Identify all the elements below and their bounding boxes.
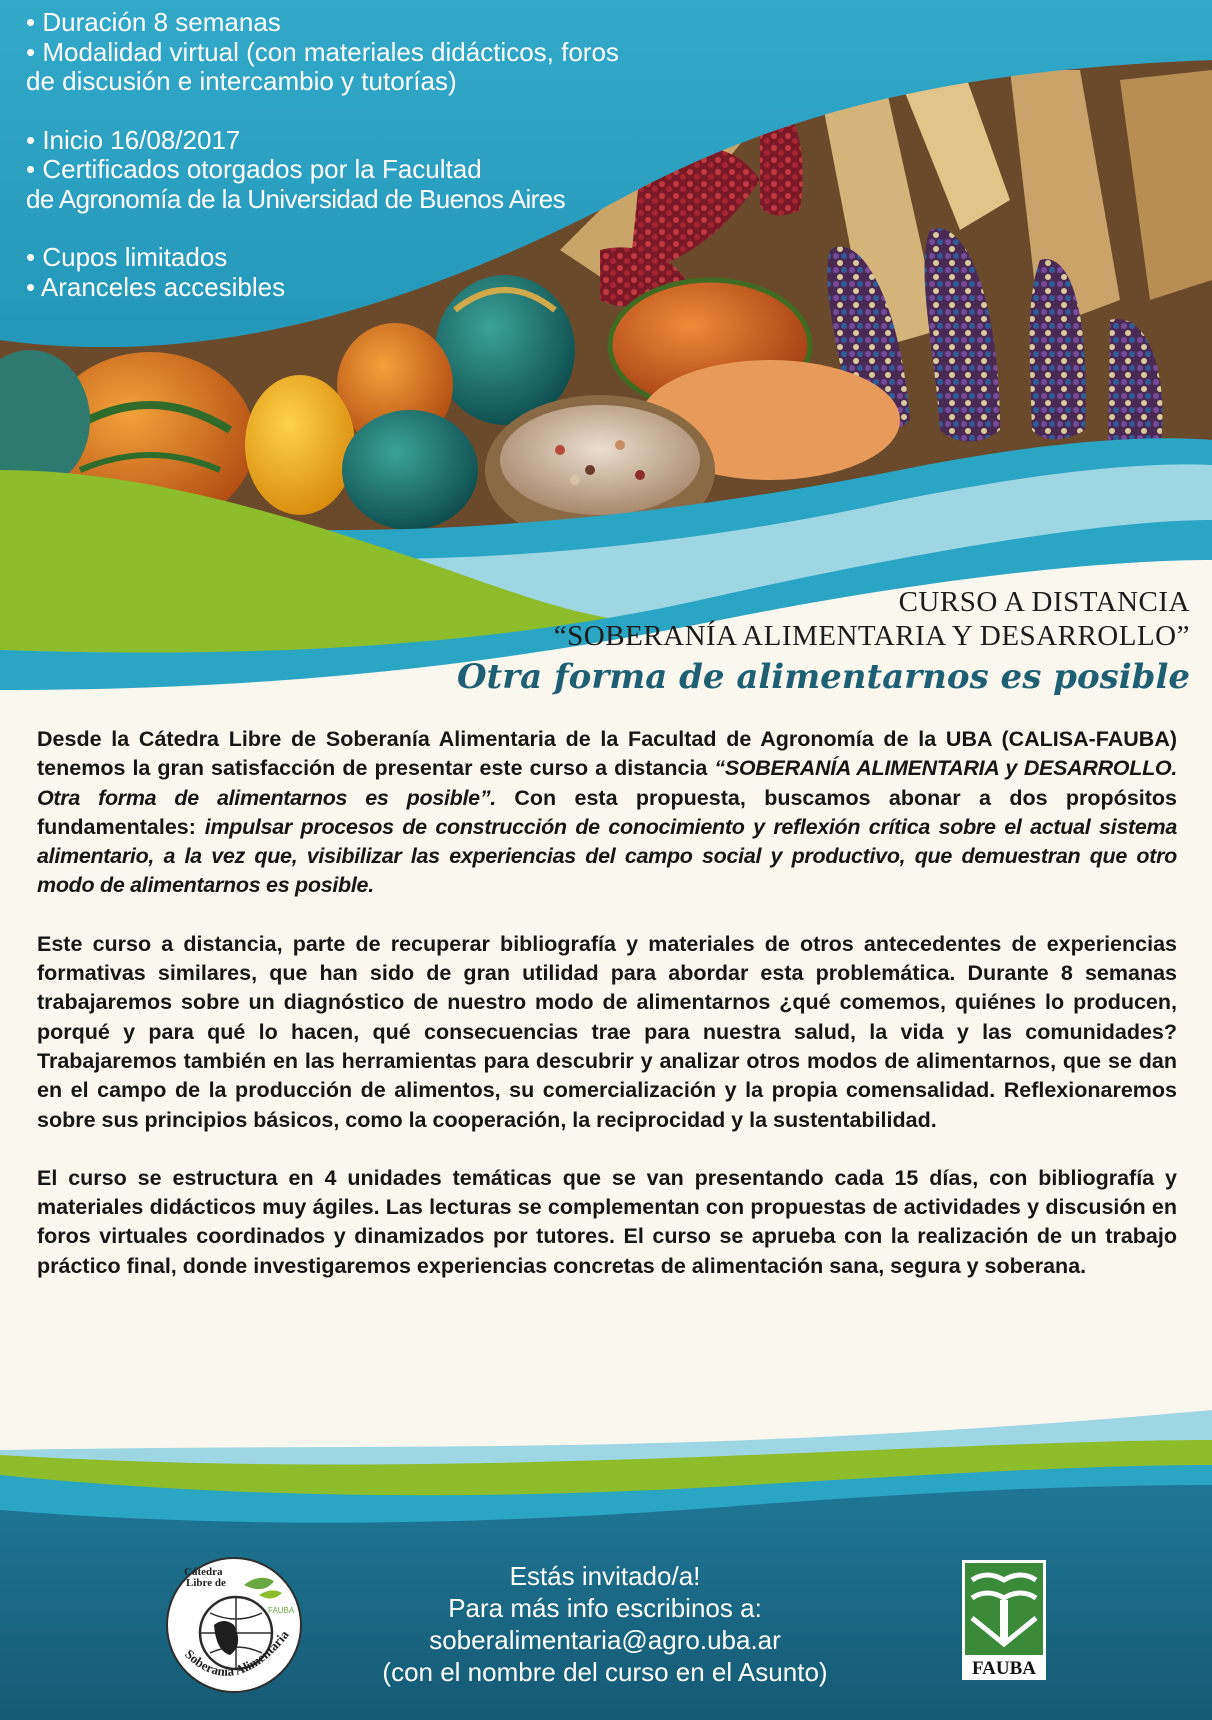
logo-text-catedra: Cátedra: [184, 1566, 223, 1578]
contact-prompt: Para más info escribinos a:: [448, 1593, 762, 1623]
course-details: [26, 8, 746, 331]
course-title: [457, 585, 1190, 699]
contact-note: (con el nombre del curso en el Asunto): [382, 1657, 828, 1687]
contact-info: [330, 1560, 880, 1688]
paragraph-content: Este curso a distancia, parte de recuperar bibliografía y materiales de otros antecedentes de experiencias formativas similares, que han sido de gran utilidad para abordar esta problemática. Durante 8 semanas trabajaremos sobre un diagnóstico de nuestro modo de alimentarnos ¿qué comemos, quiénes lo producen, porqué y para qué lo hacen, qué consecuencias trae para nuestra salud, la vida y las comunidades? Trabajaremos también en las herramientas para descubrir y analizar otros modos de alimentarnos, que se dan en el campo de la producción de alimentos, su comercialización y la propia comensalidad. Reflexionaremos sobre sus principios básicos, como la cooperación, la reciprocidad y la sustentabilidad.: [37, 931, 1177, 1132]
detail-certificates: • Certificados otorgados por la Facultad: [26, 154, 482, 184]
detail-modality: • Modalidad virtual (con materiales didácticos, foros: [26, 36, 619, 67]
details-group-2: [26, 126, 746, 215]
title-tagline: Otra forma de alimentarnos es posible: [456, 657, 1190, 697]
intro-course-name: “SOBERANÍA ALIMENTARIA y DESARROLLO. Otra forma de alimentarnos es posible”.: [37, 756, 1177, 810]
title-line-1: CURSO A DISTANCIA: [898, 586, 1190, 618]
detail-limited-seats: • Cupos limitados: [26, 242, 228, 272]
detail-duration: • Duración 8 semanas: [26, 7, 281, 37]
title-line-2: “SOBERANÍA ALIMENTARIA Y DESARROLLO”: [553, 620, 1190, 652]
details-group-1: [26, 8, 746, 97]
details-group-3: [26, 243, 746, 302]
fauba-logo: [962, 1560, 1046, 1680]
course-description: [37, 725, 1177, 1310]
contact-email[interactable]: soberalimentaria@agro.uba.ar: [429, 1625, 781, 1655]
logo-text-fauba: FAUBA: [268, 1606, 295, 1615]
detail-modality-cont: de discusión e intercambio y tutorías): [26, 66, 457, 96]
logo-text-libre: Libre de: [186, 1577, 226, 1589]
fauba-logo-text: FAUBA: [971, 1658, 1037, 1679]
paragraph-structure: El curso se estructura en 4 unidades temáticas que se van presentando cada 15 días, con bibliografía y materiales didácticos muy ágiles. Las lecturas se complementan con propuestas de actividades y discusión en foros virtuales coordinados y dinamizados por tutores. El curso se aprueba con la realización de un trabajo práctico final, donde investigaremos experiencias concretas de alimentación sana, segura y soberana.: [37, 1165, 1177, 1278]
detail-certificates-cont: de Agronomía de la Universidad de Buenos Aires: [26, 183, 565, 214]
detail-fees: • Aranceles accesibles: [26, 271, 286, 302]
invitation-text: Estás invitado/a!: [509, 1561, 701, 1591]
logo-text-soberania: Soberanía Alimentaria: [182, 1627, 292, 1679]
paragraph-intro: [37, 725, 1177, 901]
intro-text: Desde la Cátedra Libre de Soberanía Alimentaria de la Facultad de Agronomía de la UBA (CALISA-FAUBA) tenemos la gran satisfacción de presentar este curso a distancia: [37, 727, 1177, 781]
soberania-alimentaria-logo: [164, 1555, 304, 1695]
intro-purposes: impulsar procesos de construcción de conocimiento y reflexión crítica sobre el actual sistema alimentario, a la vez que, visibilizar las experiencias del campo social y productivo, que demuestran que otro modo de alimentarnos es posible.: [37, 814, 1177, 898]
detail-start-date: • Inicio 16/08/2017: [26, 124, 241, 155]
intro-mid-text: Con esta propuesta, buscamos abonar a dos propósitos fundamentales:: [37, 785, 1177, 839]
